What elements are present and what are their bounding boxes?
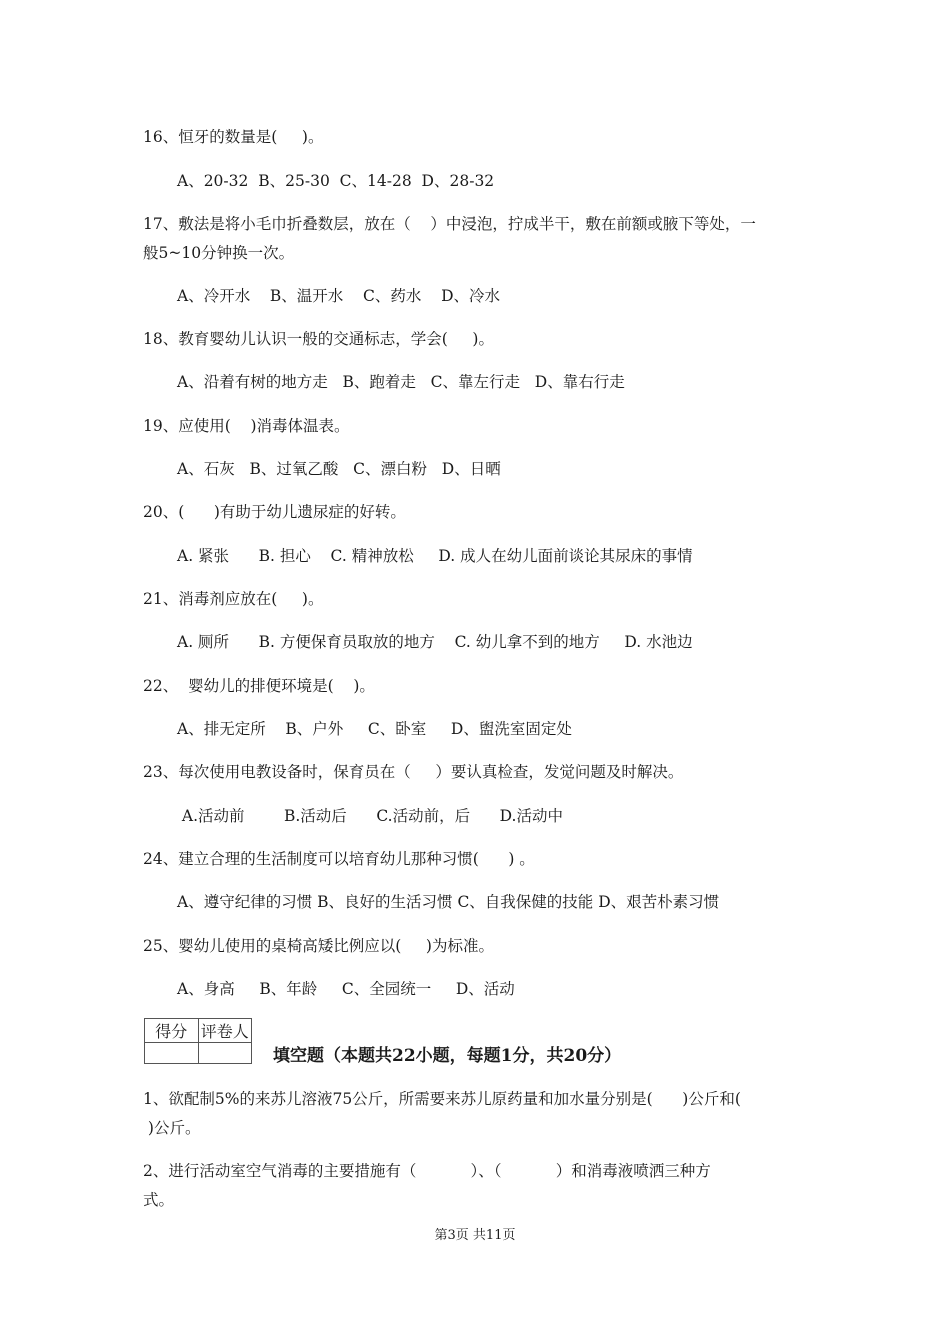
score-box	[144, 1018, 252, 1064]
question-24-stem: 24、建立合理的生活制度可以培育幼儿那种习惯( ) 。	[143, 850, 535, 868]
score-label: 得分	[145, 1019, 199, 1043]
score-cell[interactable]	[145, 1043, 199, 1064]
fill-question-2-line2: 式。	[143, 1191, 175, 1209]
question-16-options: A、20-32 B、25-30 C、14-28 D、28-32	[177, 172, 495, 190]
question-23-stem: 23、每次使用电教设备时，保育员在（ ）要认真检查，发觉问题及时解决。	[143, 763, 684, 781]
question-16-stem: 16、恒牙的数量是( )。	[143, 128, 324, 146]
question-25-stem: 25、婴幼儿使用的桌椅高矮比例应以( )为标准。	[143, 937, 494, 955]
question-22-options: A、排无定所 B、户外 C、卧室 D、盥洗室固定处	[177, 720, 572, 738]
fill-question-1-line2: )公斤。	[143, 1119, 201, 1137]
grader-cell[interactable]	[198, 1043, 252, 1064]
question-22-stem: 22、 婴幼儿的排便环境是( )。	[143, 677, 375, 695]
question-20-options: A. 紧张 B. 担心 C. 精神放松 D. 成人在幼儿面前谈论其尿床的事情	[177, 547, 693, 565]
page-footer: 第3页 共11页	[434, 1228, 516, 1243]
fill-question-1-line1: 1、欲配制5%的来苏儿溶液75公斤，所需要来苏儿原药量和加水量分别是( )公斤和(	[143, 1090, 741, 1108]
question-19-options: A、石灰 B、过氧乙酸 C、漂白粉 D、日晒	[177, 460, 501, 478]
question-17-stem-continued: 般5~10分钟换一次。	[143, 244, 295, 262]
question-24-options: A、遵守纪律的习惯 B、良好的生活习惯 C、自我保健的技能 D、艰苦朴素习惯	[177, 893, 720, 911]
question-18-stem: 18、教育婴幼儿认识一般的交通标志，学会( )。	[143, 330, 494, 348]
grader-label: 评卷人	[198, 1019, 252, 1043]
fill-question-2-line1: 2、进行活动室空气消毒的主要措施有（ ）、（ ）和消毒液喷洒三种方	[143, 1162, 711, 1180]
question-23-options: A.活动前 B.活动后 C.活动前，后 D.活动中	[177, 807, 563, 825]
question-21-stem: 21、消毒剂应放在( )。	[143, 590, 324, 608]
section-title: 填空题（本题共22小题，每题1分，共20分）	[273, 1046, 622, 1066]
question-17-stem: 17、敷法是将小毛巾折叠数层，放在（ ）中浸泡，拧成半干，敷在前额或腋下等处，一	[143, 215, 756, 233]
question-18-options: A、沿着有树的地方走 B、跑着走 C、靠左行走 D、靠右行走	[177, 373, 625, 391]
question-17-options: A、冷开水 B、温开水 C、药水 D、冷水	[177, 287, 500, 305]
question-25-options: A、身高 B、年龄 C、全园统一 D、活动	[177, 980, 515, 998]
question-19-stem: 19、应使用( )消毒体温表。	[143, 417, 350, 435]
question-21-options: A. 厕所 B. 方便保育员取放的地方 C. 幼儿拿不到的地方 D. 水池边	[177, 633, 693, 651]
question-20-stem: 20、( )有助于幼儿遗尿症的好转。	[143, 503, 406, 521]
